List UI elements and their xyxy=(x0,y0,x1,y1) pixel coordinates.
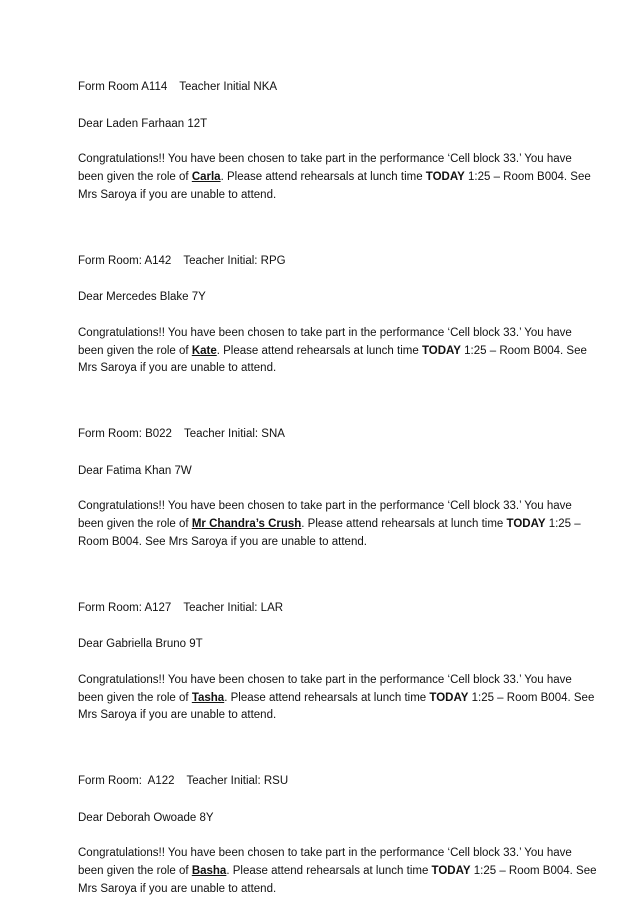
letter-header xyxy=(78,600,578,618)
greeting: Dear Gabriella Bruno 9T xyxy=(78,638,203,651)
letter xyxy=(78,79,591,205)
body-line: Congratulations!! You have been chosen to take part in the performance ‘Cell block 33.’ You have xyxy=(78,847,572,860)
greeting: Dear Laden Farhaan 12T xyxy=(78,117,208,130)
body-line: Mrs Saroya if you are unable to attend. xyxy=(78,188,277,201)
teacher-initial: Teacher Initial: SNA xyxy=(183,428,285,441)
body-line: Mrs Saroya if you are unable to attend. xyxy=(78,362,277,375)
body-line: been given the role of Carla. Please attend rehearsals at lunch time TODAY 1:25 – Room B004. See xyxy=(78,171,591,184)
greeting: Dear Fatima Khan 7W xyxy=(78,464,192,477)
body-line: Room B004. See Mrs Saroya if you are unable to attend. xyxy=(78,535,367,548)
letter-header xyxy=(78,253,578,271)
letter xyxy=(78,600,595,726)
today-emphasis: TODAY xyxy=(421,344,461,357)
body-line: Congratulations!! You have been chosen to take part in the performance ‘Cell block 33.’ You have xyxy=(78,500,572,513)
role-name: Basha xyxy=(191,865,227,878)
letter-body xyxy=(78,325,587,378)
role-name: Carla xyxy=(191,171,221,184)
teacher-initial: Teacher Initial: RSU xyxy=(186,775,289,788)
body-line: Congratulations!! You have been chosen to take part in the performance ‘Cell block 33.’ You have xyxy=(78,673,572,686)
body-line: Mrs Saroya if you are unable to attend. xyxy=(78,709,277,722)
form-room: Form Room: A142 xyxy=(78,254,172,267)
today-emphasis: TODAY xyxy=(431,865,471,878)
teacher-initial: Teacher Initial: RPG xyxy=(183,254,286,267)
teacher-initial: Teacher Initial NKA xyxy=(179,81,278,93)
body-line: been given the role of Basha. Please attend rehearsals at lunch time TODAY 1:25 – Room B004. See xyxy=(78,865,597,878)
body-line: Congratulations!! You have been chosen to take part in the performance ‘Cell block 33.’ You have xyxy=(78,326,572,339)
letter-header xyxy=(78,773,578,791)
greeting: Dear Deborah Owoade 8Y xyxy=(78,811,214,824)
role-name: Tasha xyxy=(191,691,225,704)
form-room: Form Room A114 xyxy=(78,81,168,93)
today-emphasis: TODAY xyxy=(506,518,546,531)
letter xyxy=(78,426,581,552)
greeting: Dear Mercedes Blake 7Y xyxy=(78,291,206,304)
letter-body xyxy=(78,672,595,725)
today-emphasis: TODAY xyxy=(425,171,465,184)
form-room: Form Room: A122 xyxy=(78,775,175,788)
letter-body xyxy=(78,498,581,551)
letter-header xyxy=(78,426,578,444)
letter-body xyxy=(78,151,591,204)
role-name: Mr Chandra’s Crush xyxy=(191,518,302,531)
body-line: been given the role of Tasha. Please attend rehearsals at lunch time TODAY 1:25 – Room B004. See xyxy=(78,691,595,704)
letter-body xyxy=(78,845,597,898)
body-line: been given the role of Kate. Please attend rehearsals at lunch time TODAY 1:25 – Room B004. See xyxy=(78,344,587,357)
letter-header xyxy=(78,79,578,97)
role-name: Kate xyxy=(191,344,217,357)
today-emphasis: TODAY xyxy=(429,691,469,704)
body-line: Congratulations!! You have been chosen to take part in the performance ‘Cell block 33.’ You have xyxy=(78,153,572,166)
letter xyxy=(78,773,597,899)
body-line: been given the role of Mr Chandra’s Crush. Please attend rehearsals at lunch time TODAY 1:25 – xyxy=(78,518,581,531)
form-room: Form Room: A127 xyxy=(78,601,172,614)
body-line: Mrs Saroya if you are unable to attend. xyxy=(78,882,277,895)
form-room: Form Room: B022 xyxy=(78,428,172,441)
letter xyxy=(78,253,587,379)
teacher-initial: Teacher Initial: LAR xyxy=(183,601,284,614)
